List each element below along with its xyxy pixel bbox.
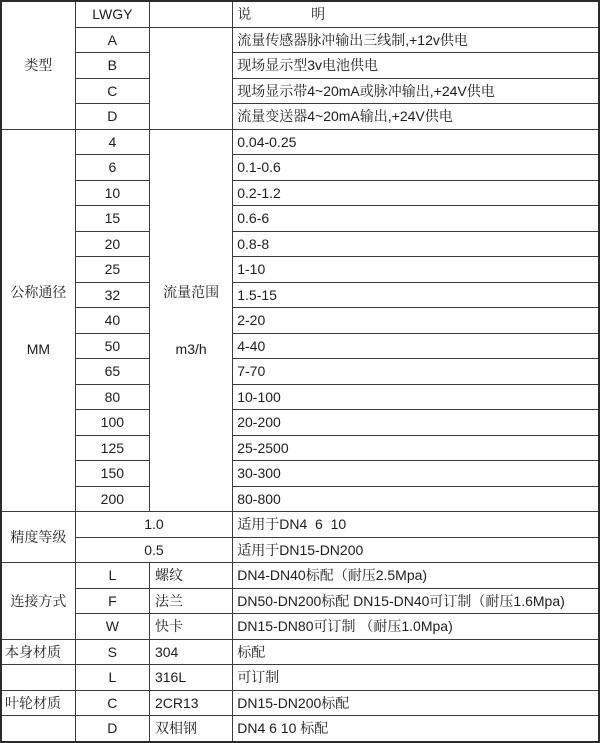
flow-range-label-line1: 流量范围 bbox=[163, 283, 220, 300]
type-code-cell: C bbox=[75, 78, 149, 104]
type-section-label: 类型 bbox=[1, 1, 75, 129]
flow-range-cell: 0.8-8 bbox=[233, 231, 599, 257]
table-row bbox=[1, 384, 599, 410]
table-row bbox=[1, 435, 599, 461]
flow-range-cell: 10-100 bbox=[233, 384, 599, 410]
table-row bbox=[1, 563, 599, 589]
model-code-cell: LWGY bbox=[75, 1, 149, 27]
dn-cell: 15 bbox=[75, 206, 149, 232]
table-row bbox=[1, 461, 599, 487]
type-code-cell: D bbox=[75, 104, 149, 130]
table-row bbox=[1, 486, 599, 512]
table-row bbox=[1, 639, 599, 665]
connection-desc-cell: DN15-DN80可订制 （耐压1.0Mpa) bbox=[233, 614, 599, 640]
table-row bbox=[1, 180, 599, 206]
dn-cell: 65 bbox=[75, 359, 149, 385]
flow-range-cell: 80-800 bbox=[233, 486, 599, 512]
material-name-cell: 316L bbox=[149, 665, 232, 691]
impeller-material-section-label: 叶轮材质 bbox=[1, 690, 75, 716]
table-row bbox=[1, 78, 599, 104]
table-row bbox=[1, 1, 599, 27]
flow-range-cell: 20-200 bbox=[233, 410, 599, 436]
accuracy-desc-cell: 适用于DN15-DN200 bbox=[233, 537, 599, 563]
type-desc-cell: 现场显示型3v电池供电 bbox=[233, 53, 599, 79]
material-code-cell: L bbox=[75, 665, 149, 691]
diameter-label-line2: MM bbox=[26, 340, 51, 357]
dn-cell: 20 bbox=[75, 231, 149, 257]
dn-cell: 125 bbox=[75, 435, 149, 461]
connection-name-cell: 螺纹 bbox=[149, 563, 232, 589]
table-row bbox=[1, 231, 599, 257]
flow-range-cell: 0.04-0.25 bbox=[233, 129, 599, 155]
dn-cell: 32 bbox=[75, 282, 149, 308]
table-row bbox=[1, 410, 599, 436]
connection-code-cell: L bbox=[75, 563, 149, 589]
dn-cell: 150 bbox=[75, 461, 149, 487]
flow-range-label-line2: m3/h bbox=[175, 340, 207, 357]
table-row bbox=[1, 588, 599, 614]
material-desc-cell: 可订制 bbox=[233, 665, 599, 691]
table-row bbox=[1, 333, 599, 359]
table-row bbox=[1, 27, 599, 53]
dn-cell: 100 bbox=[75, 410, 149, 436]
table-row bbox=[1, 308, 599, 334]
flow-range-cell: 30-300 bbox=[233, 461, 599, 487]
table-row bbox=[1, 359, 599, 385]
diameter-label-line1: 公称通径 bbox=[10, 283, 67, 300]
table-row bbox=[1, 104, 599, 130]
accuracy-section-label: 精度等级 bbox=[1, 512, 75, 563]
table-row bbox=[1, 282, 599, 308]
flow-range-cell: 25-2500 bbox=[233, 435, 599, 461]
dn-cell: 40 bbox=[75, 308, 149, 334]
table-row bbox=[1, 614, 599, 640]
empty-cell bbox=[149, 27, 232, 129]
table-row bbox=[1, 257, 599, 283]
table-row bbox=[1, 155, 599, 181]
connection-desc-cell: DN50-DN200标配 DN15-DN40可订制（耐压1.6Mpa) bbox=[233, 588, 599, 614]
flow-range-cell: 0.6-6 bbox=[233, 206, 599, 232]
empty-cell bbox=[1, 665, 75, 691]
flow-range-cell: 1.5-15 bbox=[233, 282, 599, 308]
material-code-cell: C bbox=[75, 690, 149, 716]
accuracy-grade-cell: 0.5 bbox=[75, 537, 233, 563]
dn-cell: 4 bbox=[75, 129, 149, 155]
table-row bbox=[1, 537, 599, 563]
table-row bbox=[1, 512, 599, 538]
dn-cell: 200 bbox=[75, 486, 149, 512]
flow-range-cell: 0.1-0.6 bbox=[233, 155, 599, 181]
connection-name-cell: 法兰 bbox=[149, 588, 232, 614]
type-code-cell: A bbox=[75, 27, 149, 53]
dn-cell: 10 bbox=[75, 180, 149, 206]
flow-range-cell: 0.2-1.2 bbox=[233, 180, 599, 206]
flow-range-cell: 7-70 bbox=[233, 359, 599, 385]
flow-range-label bbox=[149, 129, 232, 512]
material-desc-cell: 标配 bbox=[233, 639, 599, 665]
material-name-cell: 双相钢 bbox=[149, 716, 232, 742]
type-desc-cell: 流量传感器脉冲输出三线制,+12v供电 bbox=[233, 27, 599, 53]
flow-range-cell: 2-20 bbox=[233, 308, 599, 334]
accuracy-desc-cell: 适用于DN4 6 10 bbox=[233, 512, 599, 538]
table-row bbox=[1, 129, 599, 155]
material-name-cell: 2CR13 bbox=[149, 690, 232, 716]
dn-cell: 6 bbox=[75, 155, 149, 181]
diameter-section-label bbox=[1, 129, 75, 512]
table-row bbox=[1, 716, 599, 742]
connection-section-label: 连接方式 bbox=[1, 563, 75, 640]
connection-desc-cell: DN4-DN40标配（耐压2.5Mpa) bbox=[233, 563, 599, 589]
table-row bbox=[1, 206, 599, 232]
accuracy-grade-cell: 1.0 bbox=[75, 512, 233, 538]
material-name-cell: 304 bbox=[149, 639, 232, 665]
table-row bbox=[1, 690, 599, 716]
description-header-cell: 说 明 bbox=[233, 1, 599, 27]
empty-cell bbox=[149, 1, 232, 27]
dn-cell: 50 bbox=[75, 333, 149, 359]
type-code-cell: B bbox=[75, 53, 149, 79]
material-desc-cell: DN15-DN200标配 bbox=[233, 690, 599, 716]
flow-range-cell: 1-10 bbox=[233, 257, 599, 283]
flow-range-cell: 4-40 bbox=[233, 333, 599, 359]
material-desc-cell: DN4 6 10 标配 bbox=[233, 716, 599, 742]
connection-code-cell: F bbox=[75, 588, 149, 614]
connection-code-cell: W bbox=[75, 614, 149, 640]
table-row bbox=[1, 665, 599, 691]
dn-cell: 25 bbox=[75, 257, 149, 283]
dn-cell: 80 bbox=[75, 384, 149, 410]
empty-cell bbox=[1, 716, 75, 742]
connection-name-cell: 快卡 bbox=[149, 614, 232, 640]
material-code-cell: S bbox=[75, 639, 149, 665]
type-desc-cell: 现场显示带4~20mA或脉冲输出,+24V供电 bbox=[233, 78, 599, 104]
body-material-section-label: 本身材质 bbox=[1, 639, 75, 665]
type-desc-cell: 流量变送器4~20mA输出,+24V供电 bbox=[233, 104, 599, 130]
material-code-cell: D bbox=[75, 716, 149, 742]
table-row bbox=[1, 53, 599, 79]
